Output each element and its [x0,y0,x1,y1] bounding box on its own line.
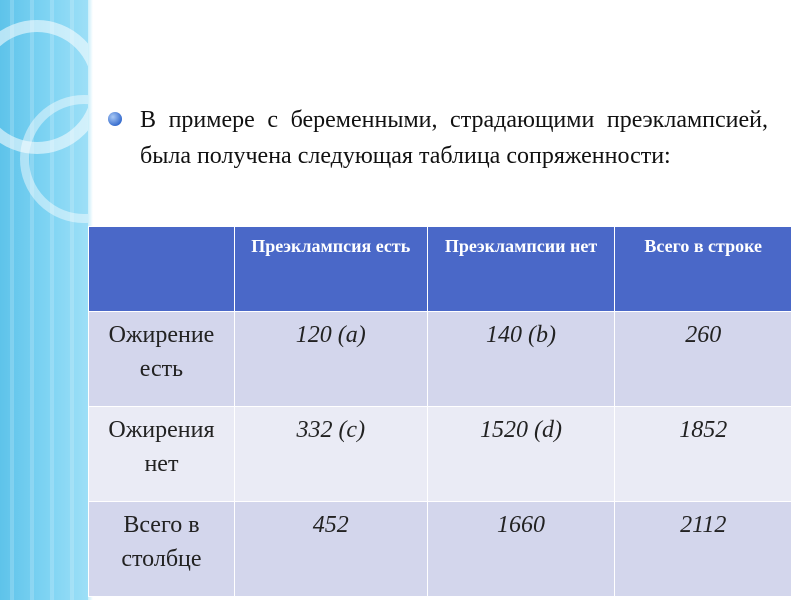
table-cell: 260 [615,312,792,407]
table-row [89,312,792,407]
contingency-table [88,226,792,597]
table-header-row [89,227,792,312]
row-label: Всего в столбце [89,502,235,597]
header-cell-preeclampsia-yes: Преэклампсия есть [234,227,427,312]
table-cell: 2112 [615,502,792,597]
table-cell: 332 (c) [234,407,427,502]
header-cell-empty [89,227,235,312]
table-cell: 1852 [615,407,792,502]
table-row [89,502,792,597]
header-cell-preeclampsia-no: Преэклампсии нет [427,227,615,312]
bullet-text: В примере с беременными, страдающими преэклампсией, была получена следующая таблица сопряженности: [140,107,768,169]
table-cell: 1660 [427,502,615,597]
bullet-icon [108,112,122,126]
bullet-paragraph [108,102,768,174]
table-cell: 120 (a) [234,312,427,407]
table-cell: 140 (b) [427,312,615,407]
table-row [89,407,792,502]
table-cell: 452 [234,502,427,597]
row-label: Ожирения нет [89,407,235,502]
table-cell: 1520 (d) [427,407,615,502]
decorative-side-band [0,0,88,600]
row-label: Ожирение есть [89,312,235,407]
header-cell-row-total: Всего в строке [615,227,792,312]
